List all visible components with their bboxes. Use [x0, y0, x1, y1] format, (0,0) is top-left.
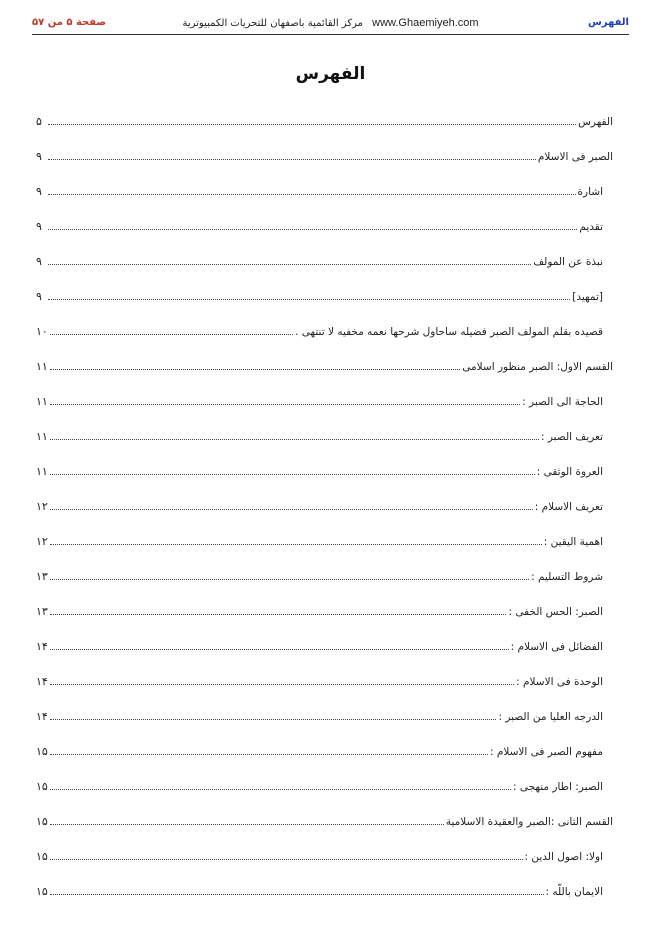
toc-entry-title: اهمیة الیقین :	[543, 535, 603, 548]
toc-leader-dots	[48, 299, 570, 300]
toc-entry-title: القسم الثانی :الصبر والعقیدة الاسلامیة	[445, 815, 613, 828]
toc-entry-page: ۱۱	[36, 395, 48, 408]
toc-leader-dots	[50, 334, 293, 335]
toc-entry-page: ۱۱	[36, 360, 48, 373]
toc-entry-page: ۱۵	[36, 745, 48, 758]
toc-entry[interactable]	[36, 314, 613, 349]
toc-entry[interactable]	[36, 209, 613, 244]
toc-entry-page: ۹	[36, 220, 42, 233]
toc-entry[interactable]	[36, 279, 613, 314]
toc-entry[interactable]	[36, 594, 613, 629]
toc-entry-title: الصبر فی الاسلام	[537, 150, 613, 163]
toc-entry-page: ۱۴	[36, 640, 48, 653]
toc-entry[interactable]	[36, 629, 613, 664]
table-of-contents	[36, 104, 613, 909]
toc-leader-dots	[50, 439, 539, 440]
toc-entry-page: ۱۵	[36, 885, 48, 898]
toc-entry-page: ۹	[36, 290, 42, 303]
toc-entry[interactable]	[36, 489, 613, 524]
toc-leader-dots	[50, 859, 523, 860]
toc-entry-title: قصیده بقلم المولف الصبر فضیله ساحاول شرحها نعمه مخفیه لا تنتهی .	[295, 325, 603, 338]
toc-leader-dots	[50, 579, 529, 580]
toc-leader-dots	[50, 369, 460, 370]
toc-entry-page: ۱۴	[36, 675, 48, 688]
toc-entry-page: ۱۰	[36, 325, 48, 338]
toc-entry-title: القسم الاول: الصبر منظور اسلامی	[462, 360, 613, 373]
toc-entry-title: [تمهید]	[572, 290, 603, 303]
toc-leader-dots	[50, 649, 509, 650]
page-title: الفهرس	[295, 64, 366, 84]
toc-leader-dots	[50, 474, 535, 475]
toc-entry-title: الفهرس	[578, 115, 613, 128]
toc-entry-page: ۹	[36, 255, 42, 268]
header-section-title: الفهرس	[587, 17, 629, 28]
toc-entry-page: ۹	[36, 185, 42, 198]
toc-entry-page: ۱۴	[36, 710, 48, 723]
toc-entry-page: ۱۵	[36, 780, 48, 793]
toc-entry-title: الصبر: الحس الخفی :	[508, 605, 603, 618]
toc-leader-dots	[48, 159, 536, 160]
toc-entry-title: تعریف الصبر :	[541, 430, 603, 443]
toc-entry-page: ۱۲	[36, 500, 48, 513]
toc-entry[interactable]	[36, 874, 613, 909]
header-url[interactable]: www.Ghaemiyeh.com	[372, 17, 479, 29]
toc-leader-dots	[50, 544, 542, 545]
toc-entry-page: ۱۲	[36, 535, 48, 548]
toc-entry-page: ۱۵	[36, 815, 48, 828]
toc-entry-page: ۱۵	[36, 850, 48, 863]
toc-entry[interactable]	[36, 734, 613, 769]
toc-entry[interactable]	[36, 419, 613, 454]
toc-leader-dots	[50, 404, 520, 405]
toc-entry-page: ۵	[36, 115, 42, 128]
toc-leader-dots	[50, 719, 497, 720]
toc-entry-title: الایمان باللّه :	[545, 885, 603, 898]
toc-entry[interactable]	[36, 839, 613, 874]
toc-leader-dots	[50, 684, 514, 685]
toc-entry[interactable]	[36, 174, 613, 209]
toc-entry[interactable]	[36, 804, 613, 839]
toc-entry-title: الحاجة الی الصبر :	[522, 395, 603, 408]
toc-entry[interactable]	[36, 699, 613, 734]
toc-leader-dots	[50, 789, 511, 790]
toc-leader-dots	[48, 124, 576, 125]
toc-entry-title: الوحدة فی الاسلام :	[516, 675, 603, 688]
toc-leader-dots	[48, 194, 576, 195]
toc-entry[interactable]	[36, 384, 613, 419]
toc-entry[interactable]	[36, 559, 613, 594]
toc-entry-title: مفهوم الصبر فی الاسلام :	[489, 745, 603, 758]
toc-entry[interactable]	[36, 104, 613, 139]
toc-entry-title: الصبر: اطار منهجی :	[513, 780, 603, 793]
toc-entry[interactable]	[36, 349, 613, 384]
toc-entry[interactable]	[36, 524, 613, 559]
toc-entry-page: ۱۱	[36, 465, 48, 478]
header-center	[32, 17, 629, 29]
toc-entry[interactable]	[36, 244, 613, 279]
header-page-info: صفحة ۵ من ۵۷	[32, 17, 107, 28]
toc-leader-dots	[50, 894, 544, 895]
toc-entry-title: العروة الوثقی :	[536, 465, 603, 478]
toc-entry-title: تعریف الاسلام :	[534, 500, 603, 513]
toc-entry-title: اشارة	[577, 185, 603, 198]
toc-leader-dots	[48, 229, 577, 230]
toc-entry-page: ۱۳	[36, 605, 48, 618]
toc-entry-page: ۱۳	[36, 570, 48, 583]
header-publisher: مركز القائمية باصفهان للتحريات الكمبيوترية	[182, 18, 363, 29]
page-header	[32, 12, 629, 35]
toc-entry-page: ۱۱	[36, 430, 48, 443]
toc-entry[interactable]	[36, 664, 613, 699]
toc-leader-dots	[50, 824, 444, 825]
toc-entry-title: شروط التسلیم :	[531, 570, 603, 583]
toc-entry-title: الفضائل فی الاسلام :	[510, 640, 603, 653]
toc-leader-dots	[50, 614, 507, 615]
toc-entry[interactable]	[36, 139, 613, 174]
toc-entry-title: نبذة عن المولف	[533, 255, 603, 268]
toc-leader-dots	[50, 754, 488, 755]
toc-leader-dots	[48, 264, 531, 265]
toc-entry[interactable]	[36, 769, 613, 804]
toc-leader-dots	[50, 509, 533, 510]
toc-entry-title: اولا: اصول الدین :	[524, 850, 603, 863]
toc-entry-title: تقدیم	[579, 220, 603, 233]
toc-entry-page: ۹	[36, 150, 42, 163]
toc-entry-title: الدرجه العلیا من الصبر :	[498, 710, 603, 723]
toc-entry[interactable]	[36, 454, 613, 489]
